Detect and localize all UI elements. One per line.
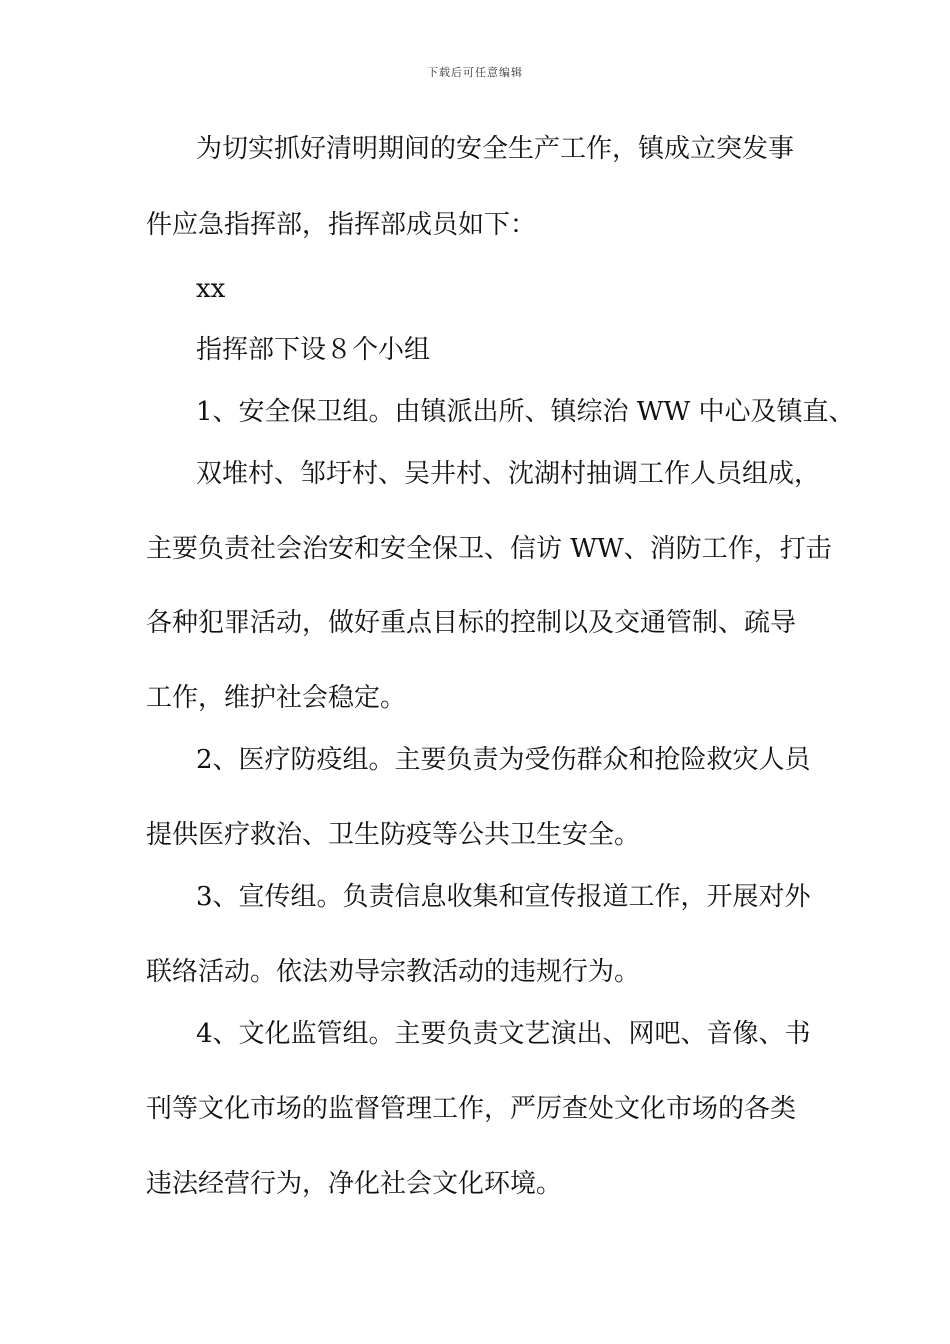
text-line-14: 4、文化监管组。主要负责文艺演出、网吧、音像、书 <box>196 1019 811 1049</box>
text-line-16: 违法经营行为，净化社会文化环境。 <box>146 1169 563 1199</box>
text-line-4: 指挥部下设８个小组 <box>196 335 431 365</box>
text-line-1: 为切实抓好清明期间的安全生产工作，镇成立突发事 <box>196 134 795 164</box>
text-line-15: 刊等文化市场的监督管理工作，严厉查处文化市场的各类 <box>146 1094 797 1124</box>
text-line-5: 1、安全保卫组。由镇派出所、镇综治 WW 中心及镇直、 <box>196 397 855 427</box>
text-line-10: 2、医疗防疫组。主要负责为受伤群众和抢险救灾人员 <box>196 745 811 775</box>
text-line-7: 主要负责社会治安和安全保卫、信访 WW、消防工作，打击 <box>146 534 832 564</box>
text-line-8: 各种犯罪活动，做好重点目标的控制以及交通管制、疏导 <box>146 608 797 638</box>
text-line-6: 双堆村、邹圩村、吴井村、沈湖村抽调工作人员组成， <box>196 459 821 489</box>
text-line-3: xx <box>196 274 226 304</box>
text-line-11: 提供医疗救治、卫生防疫等公共卫生安全。 <box>146 820 641 850</box>
page-header: 下载后可任意编辑 <box>427 66 523 79</box>
text-line-9: 工作，维护社会稳定。 <box>146 683 407 713</box>
text-line-13: 联络活动。依法劝导宗教活动的违规行为。 <box>146 957 641 987</box>
text-line-2: 件应急指挥部，指挥部成员如下： <box>146 210 537 240</box>
text-line-12: 3、宣传组。负责信息收集和宣传报道工作，开展对外 <box>196 882 811 912</box>
